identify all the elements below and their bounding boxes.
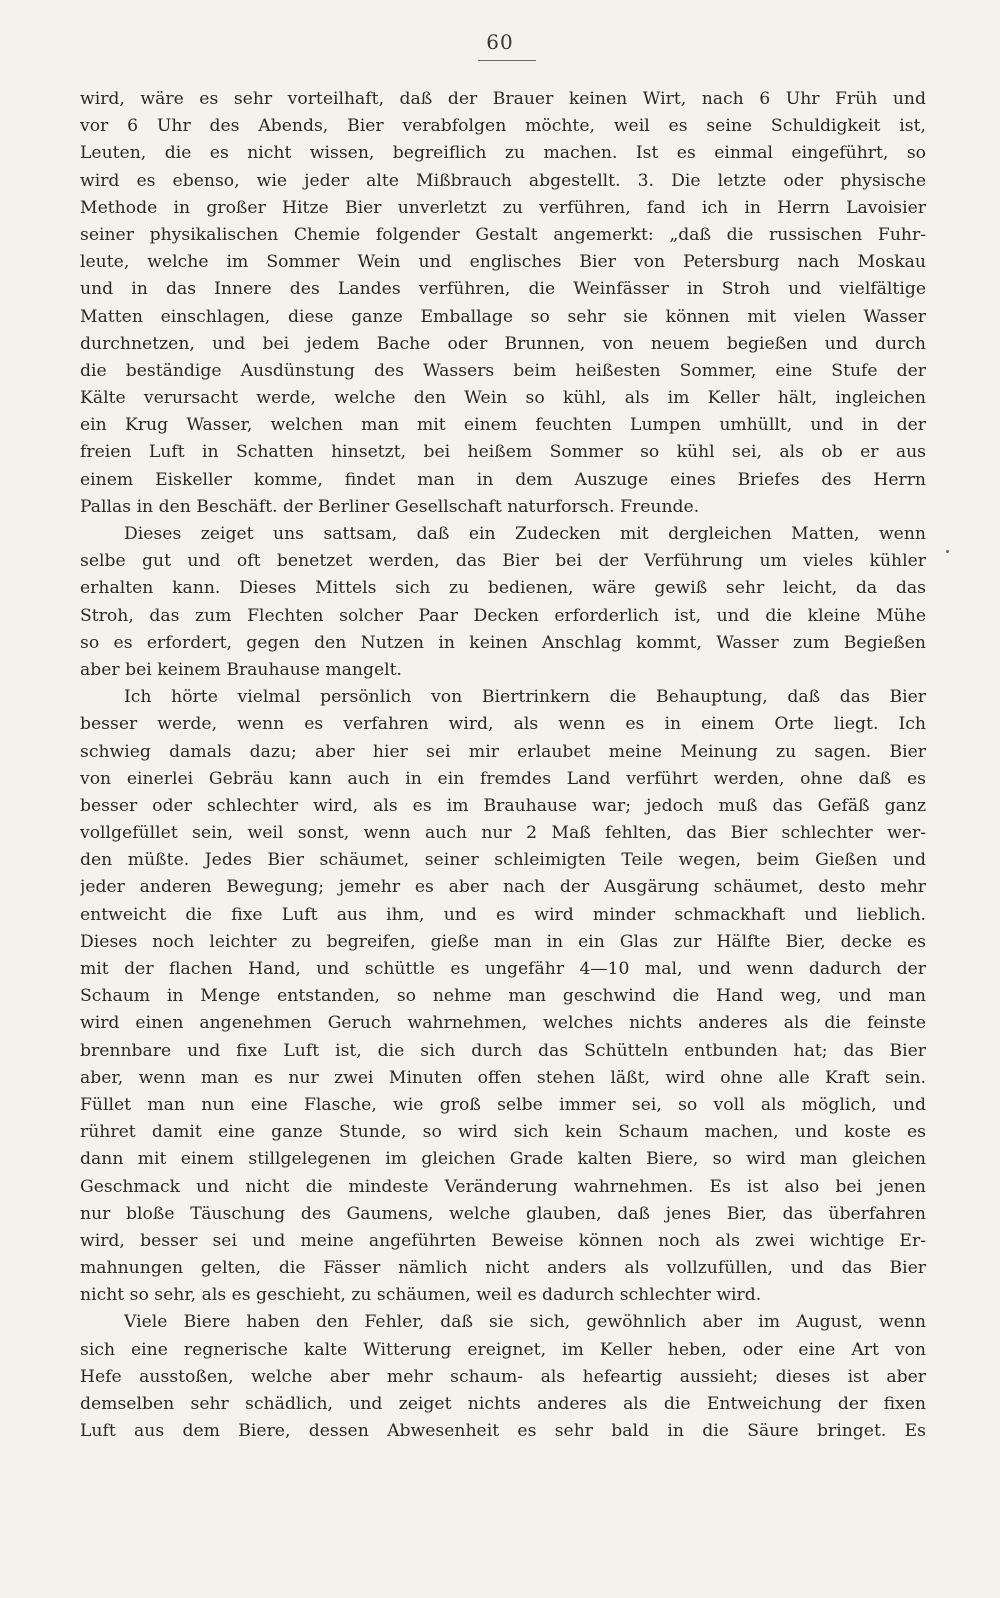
text-line: und in das Innere des Landes verführen, die Weinfässer in Stroh und vielfältige xyxy=(80,279,926,300)
text-line: erhalten kann. Dieses Mittels sich zu bedienen, wäre gewiß sehr leicht, da das xyxy=(80,578,926,599)
text-line: Schaum in Menge entstanden, so nehme man geschwind die Hand weg, und man xyxy=(80,986,926,1007)
text-line: Kälte verursacht werde, welche den Wein so kühl, als im Keller hält, ingleichen xyxy=(80,388,926,409)
text-line: Methode in großer Hitze Bier unverletzt zu verführen, fand ich in Herrn Lavoisier xyxy=(80,197,926,218)
text-line: ein Krug Wasser, welchen man mit einem feuchten Lumpen umhüllt, und in der xyxy=(80,415,926,436)
margin-mark xyxy=(946,550,949,553)
text-line: die beständige Ausdünstung des Wassers beim heißesten Sommer, eine Stufe der xyxy=(80,360,926,381)
text-line: wird einen angenehmen Geruch wahrnehmen, welches nichts anderes als die feinste xyxy=(80,1013,926,1034)
text-line: selbe gut und oft benetzet werden, das Bier bei der Verführung um vieles kühler xyxy=(80,551,926,572)
page-number: 60 xyxy=(486,30,514,54)
text-line: den müßte. Jedes Bier schäumet, seiner schleimigten Teile wegen, beim Gießen und xyxy=(80,850,926,871)
text-line: Ich hörte vielmal persönlich von Biertrinkern die Behauptung, daß das Bier xyxy=(124,687,926,708)
text-line: demselben sehr schädlich, und zeiget nichts anderes als die Entweichung der fixen xyxy=(80,1394,926,1414)
text-line: besser oder schlechter wird, als es im Brauhause war; jedoch muß das Gefäß ganz xyxy=(80,795,926,816)
text-line: vor 6 Uhr des Abends, Bier verabfolgen möchte, weil es seine Schuldigkeit ist, xyxy=(80,116,926,137)
text-line: Dieses noch leichter zu begreifen, gieße man in ein Glas zur Hälfte Bier, decke es xyxy=(80,931,926,952)
text-line: Füllet man nun eine Flasche, wie groß selbe immer sei, so voll als möglich, und xyxy=(80,1094,926,1115)
text-line: freien Luft in Schatten hinsetzt, bei heißem Sommer so kühl sei, als ob er aus xyxy=(80,442,926,463)
body-text xyxy=(80,86,926,1445)
text-line: so es erfordert, gegen den Nutzen in keinen Anschlag kommt, Wasser zum Begießen xyxy=(80,632,926,653)
text-line: schwieg damals dazu; aber hier sei mir erlaubet meine Meinung zu sagen. Bier xyxy=(80,741,926,762)
text-line: Hefe ausstoßen, welche aber mehr schaum- als hefeartig aussieht; dieses ist aber xyxy=(80,1366,926,1387)
text-line: Stroh, das zum Flechten solcher Paar Decken erforderlich ist, und die kleine Mühe xyxy=(80,605,926,626)
text-line: besser werde, wenn es verfahren wird, als wenn es in einem Orte liegt. Ich xyxy=(80,714,926,735)
text-line: wird, besser sei und meine angeführten Beweise können noch als zwei wichtige Er- xyxy=(80,1230,926,1251)
text-line: nicht so sehr, als es geschieht, zu schäumen, weil es dadurch schlechter wird. xyxy=(80,1285,762,1306)
text-line: Leuten, die es nicht wissen, begreiflich zu machen. Ist es einmal eingeführt, so xyxy=(80,143,926,164)
paragraph-3 xyxy=(80,684,926,1309)
text-line: vollgefüllet sein, weil sonst, wenn auch nur 2 Maß fehlten, das Bier schlechter wer- xyxy=(80,823,926,844)
text-line: Dieses zeiget uns sattsam, daß ein Zudecken mit dergleichen Matten, wenn xyxy=(124,524,926,544)
text-line: von einerlei Gebräu kann auch in ein fremdes Land verführt werden, ohne daß es xyxy=(80,768,926,789)
text-line: Geschmack und nicht die mindeste Veränderung wahrnehmen. Es ist also bei jenen xyxy=(80,1176,926,1197)
text-line: Pallas in den Beschäft. der Berliner Gesellschaft naturforsch. Freunde. xyxy=(80,496,700,517)
text-line: mahnungen gelten, die Fässer nämlich nicht anders als vollzufüllen, und das Bier xyxy=(80,1258,926,1279)
page-number-rule xyxy=(478,60,536,61)
text-line: wird, wäre es sehr vorteilhaft, daß der Brauer keinen Wirt, nach 6 Uhr Früh und xyxy=(80,89,926,109)
text-line: Luft aus dem Biere, dessen Abwesenheit es sehr bald in die Säure bringet. Es xyxy=(80,1421,926,1442)
text-line: entweicht die fixe Luft aus ihm, und es wird minder schmackhaft und lieblich. xyxy=(80,904,926,925)
text-line: aber bei keinem Brauhause mangelt. xyxy=(80,659,402,680)
text-line: seiner physikalischen Chemie folgender Gestalt angemerkt: „daß die russischen Fuhr- xyxy=(80,224,926,245)
text-line: durchnetzen, und bei jedem Bache oder Brunnen, von neuem begießen und durch xyxy=(80,333,926,354)
text-line: mit der flachen Hand, und schüttle es ungefähr 4—10 mal, und wenn dadurch der xyxy=(80,959,926,979)
text-line: Matten einschlagen, diese ganze Emballage so sehr sie können mit vielen Wasser xyxy=(80,306,926,327)
text-line: leute, welche im Sommer Wein und englisches Bier von Petersburg nach Moskau xyxy=(80,252,926,273)
paragraph-4 xyxy=(80,1309,926,1445)
text-line: dann mit einem stillgelegenen im gleichen Grade kalten Biere, so wird man gleichen xyxy=(80,1149,926,1170)
text-line: wird es ebenso, wie jeder alte Mißbrauch abgestellt. 3. Die letzte oder physische xyxy=(80,170,926,191)
text-line: rühret damit eine ganze Stunde, so wird sich kein Schaum machen, und koste es xyxy=(80,1122,926,1143)
paragraph-1 xyxy=(80,86,926,521)
text-line: sich eine regnerische kalte Witterung ereignet, im Keller heben, oder eine Art von xyxy=(80,1339,926,1360)
text-line: jeder anderen Bewegung; jemehr es aber nach der Ausgärung schäumet, desto mehr xyxy=(80,877,926,898)
text-line: aber, wenn man es nur zwei Minuten offen stehen läßt, wird ohne alle Kraft sein. xyxy=(80,1067,926,1088)
paragraph-2 xyxy=(80,521,926,684)
text-line: einem Eiskeller komme, findet man in dem Auszuge eines Briefes des Herrn xyxy=(80,469,926,490)
text-line: Viele Biere haben den Fehler, daß sie sich, gewöhnlich aber im August, wenn xyxy=(124,1312,926,1333)
text-line: nur bloße Täuschung des Gaumens, welche glauben, daß jenes Bier, das überfahren xyxy=(80,1203,926,1224)
text-line: brennbare und fixe Luft ist, die sich durch das Schütteln entbunden hat; das Bier xyxy=(80,1040,926,1061)
